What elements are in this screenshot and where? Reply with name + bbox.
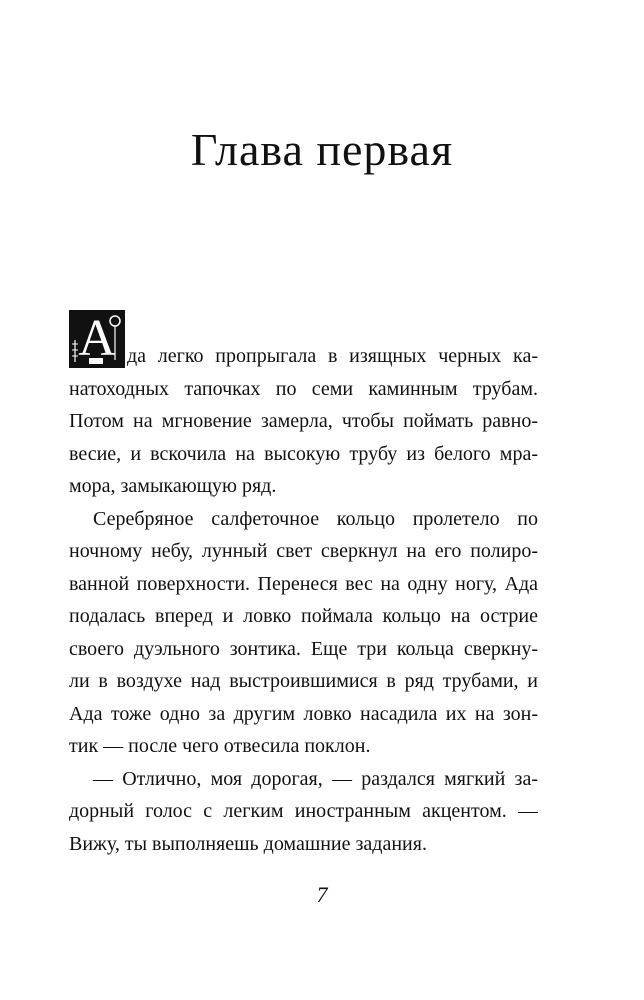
text-line: подалась вперед и ловко поймала кольцо на острие [69,605,538,627]
chapter-title: Глава первая [190,124,454,175]
text-line: весие, и вскочила на высокую трубу из белого мра- [69,442,538,465]
text-line: ночному небу, лунный свет сверкнул на его полиро- [69,540,538,562]
text-line: ли в воздухе над выстроившимися в ряд трубами, и [69,670,538,692]
text-line: тик — после чего отвесила поклон. [69,735,371,757]
text-line: своего дуэльного зонтика. Еще три кольца сверкну- [69,637,538,660]
text-line: Потом на мгновение замерла, чтобы поймать равно- [69,410,538,432]
text-line: Вижу, ты выполняешь домашние задания. [69,832,427,855]
text-line: натоходных тапочках по семи каминным трубам. [69,377,538,400]
text-line: Ада тоже одно за другим ловко насадила их на зон- [69,702,538,725]
text-line: ванной поверхности. Перенеся вес на одну ногу, Ада [69,572,538,595]
text-line: да легко пропрыгала в изящных черных ка- [127,345,538,367]
drop-cap-letter: А [78,310,116,367]
page-number: 7 [316,882,328,907]
text-line: мора, замыкающую ряд. [69,475,277,497]
chapter-text [69,340,538,860]
text-line: — Отлично, моя дорогая, — раздался мягкий за- [93,767,538,790]
text-line: Серебряное салфеточное кольцо пролетело по [93,507,538,530]
text-line: дорный голос с легким иностранным акцентом. — [69,800,538,822]
